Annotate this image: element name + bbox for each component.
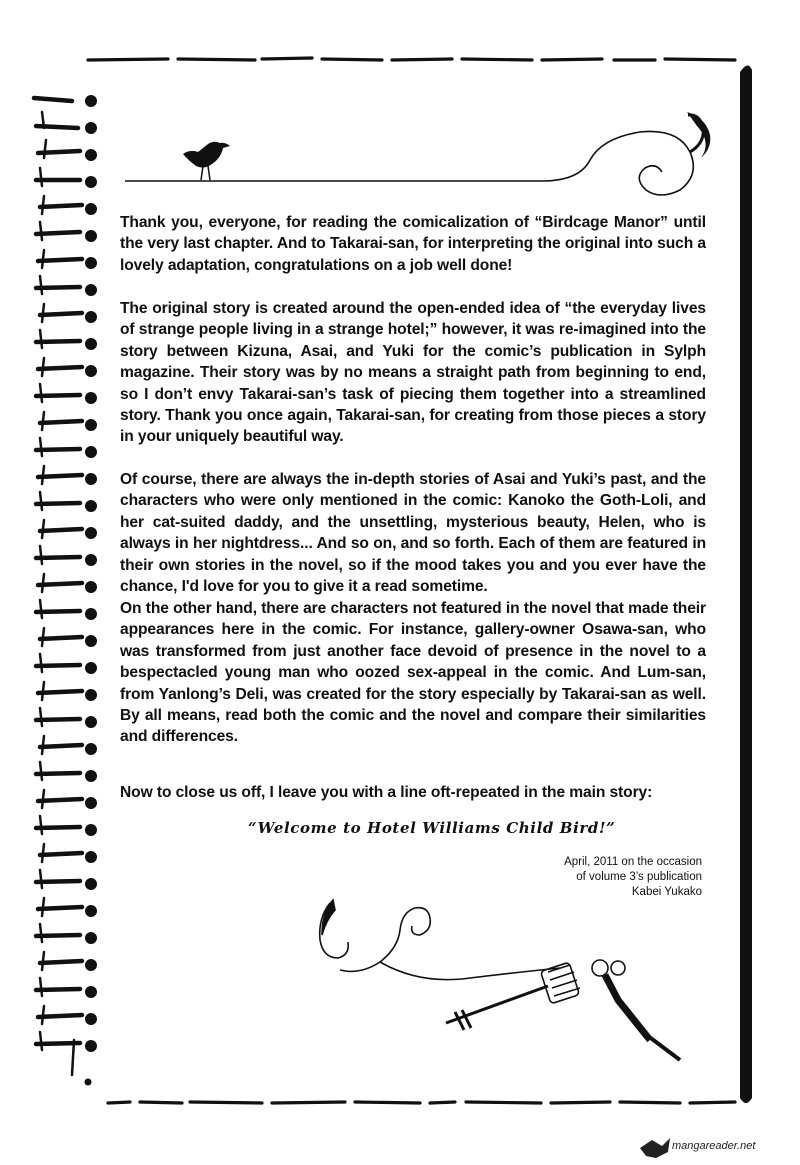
right-border [740, 65, 752, 1103]
afterword-paragraph: The original story is created around the open-ended idea of “the everyday lives of strange people living in a strange hotel;” however, it was re-imagined into the story between Kizuna, Asai, and Yuki for the comic’s publication in Sylph magazine. Their story was by no means a straight path from beginning to end, so I don’t envy Takarai-san’s task of piecing them together into a streamlined story. Thank you once again, Takarai-san, for creating from those pieces a story in your uniquely beautiful way. [120, 300, 706, 446]
spiral-binding-icon [34, 96, 97, 1086]
bird-icon [183, 142, 230, 180]
top-border [88, 58, 735, 60]
afterword-paragraph: On the other hand, there are characters not featured in the novel that made their appearances here in the comic. For instance, gallery-owner Osawa-san, who was transformed from just another face devoid of presence in the novel to a bespectacled young man who oozed sex-appeal in the comic. And Lum-san, from Yanlong’s Deli, was created for the story especially by Takarai-san as well. By all means, read both the comic and the novel and compare their similarities and differences. [120, 600, 706, 746]
fox-logo-icon [640, 1138, 670, 1158]
afterword-paragraph: Thank you, everyone, for reading the comicalization of “Birdcage Manor” until the very last chapter. And to Takarai-san, for interpreting the original into such a lovely adaptation, congratulations on a job well done! [120, 214, 706, 274]
closing-quote: “Welcome to Hotel Williams Child Bird!” [248, 819, 616, 837]
signature-author: Kabei Yukako [631, 886, 702, 898]
afterword-paragraph: Of course, there are always the in-depth stories of Asai and Yuki’s past, and the characters who were only mentioned in the comic: Kanoko the Goth-Loli, and her cat-suited daddy, and the unsettling, mysterious beauty, Helen, who is always in her nightdress... And so on, and so forth. Each of them are featured in their own stories in the novel, so if the mood takes you and you ever have the chance, I'd love for you to give it a read sometime. [120, 471, 706, 596]
watermark-text: mangareader.net [672, 1140, 756, 1152]
signature-occasion-line: of volume 3’s publication [576, 871, 702, 883]
key-ornament-icon [320, 900, 680, 1060]
bottom-border [108, 1102, 735, 1103]
afterword-paragraph: Now to close us off, I leave you with a line oft-repeated in the main story: [120, 784, 653, 801]
signature-date-line: April, 2011 on the occasion [564, 856, 702, 868]
signature-block [442, 855, 702, 900]
